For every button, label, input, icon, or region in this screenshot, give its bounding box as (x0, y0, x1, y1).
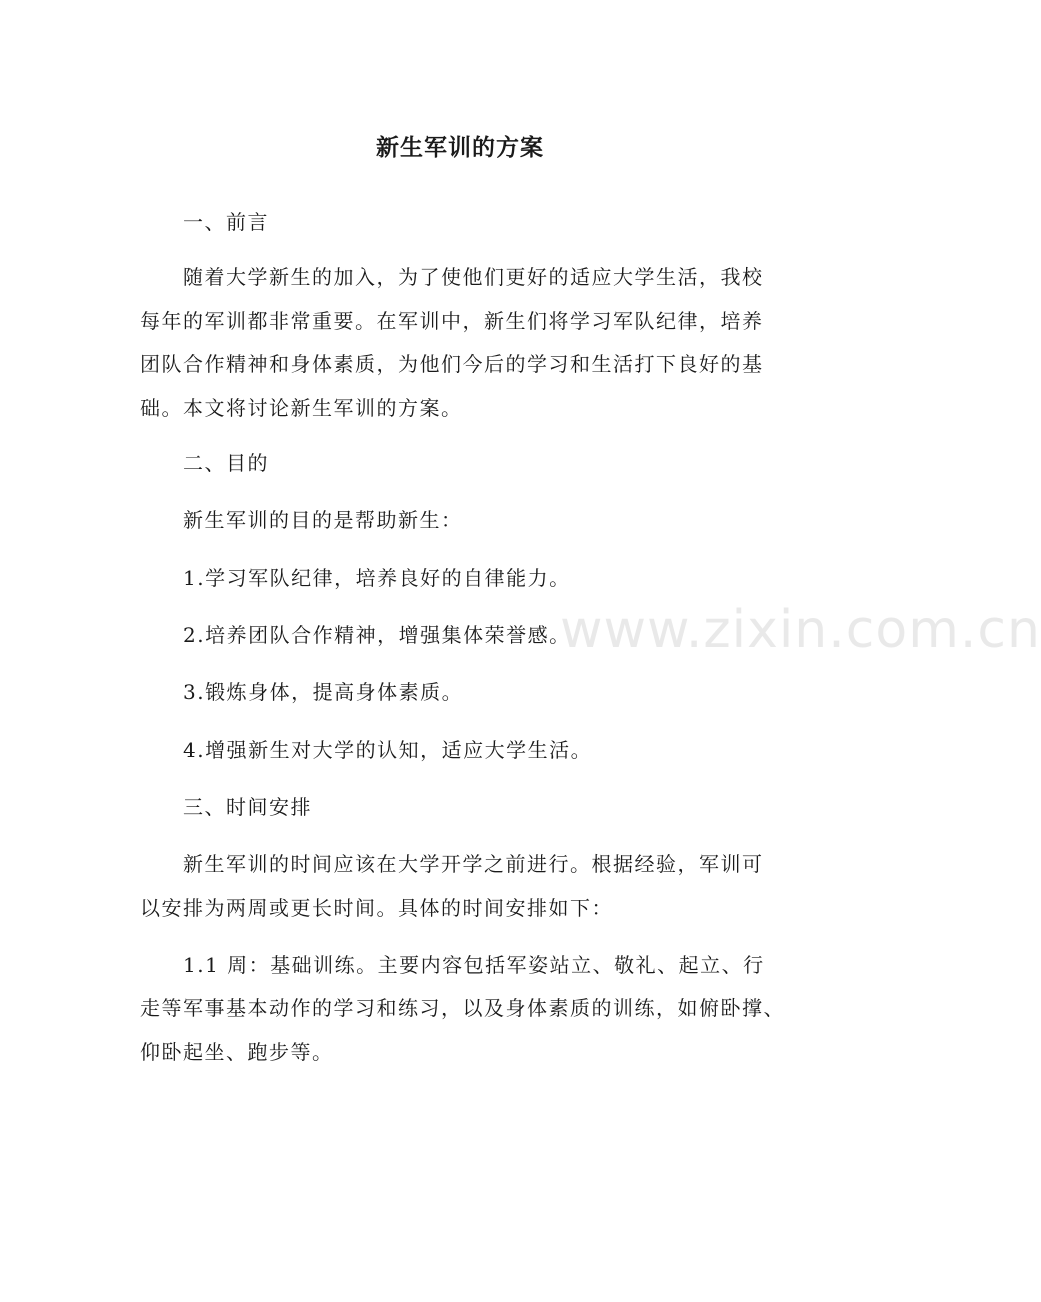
paragraph-line: 团队合作精神和身体素质，为他们今后的学习和生活打下良好的基 (140, 352, 764, 376)
list-item: 1.学习军队纪律，培养良好的自律能力。 (183, 566, 571, 590)
paragraph-line: 走等军事基本动作的学习和练习，以及身体素质的训练，如俯卧撑、 (140, 996, 785, 1020)
paragraph-line: 新生军训的目的是帮助新生： (183, 508, 463, 532)
paragraph-line: 础。本文将讨论新生军训的方案。 (140, 396, 463, 420)
paragraph-line: 每年的军训都非常重要。在军训中，新生们将学习军队纪律，培养 (140, 309, 764, 333)
document-title: 新生军训的方案 (376, 135, 544, 161)
section-heading-schedule: 三、时间安排 (183, 795, 312, 819)
paragraph-line: 仰卧起坐、跑步等。 (140, 1040, 334, 1064)
paragraph-line: 新生军训的时间应该在大学开学之前进行。根据经验，军训可 (183, 852, 764, 876)
paragraph-line: 随着大学新生的加入，为了使他们更好的适应大学生活，我校 (183, 265, 764, 289)
list-item: 3.锻炼身体，提高身体素质。 (183, 680, 464, 704)
list-item: 4.增强新生对大学的认知，适应大学生活。 (183, 738, 593, 762)
paragraph-line: 1.1 周：基础训练。主要内容包括军姿站立、敬礼、起立、行 (183, 953, 765, 977)
watermark: www.zixin.com.cn (560, 600, 1041, 660)
paragraph-line: 以安排为两周或更长时间。具体的时间安排如下： (140, 896, 613, 920)
section-heading-intro: 一、前言 (183, 210, 269, 234)
section-heading-purpose: 二、目的 (183, 451, 269, 475)
list-item: 2.培养团队合作精神，增强集体荣誉感。 (183, 623, 571, 647)
